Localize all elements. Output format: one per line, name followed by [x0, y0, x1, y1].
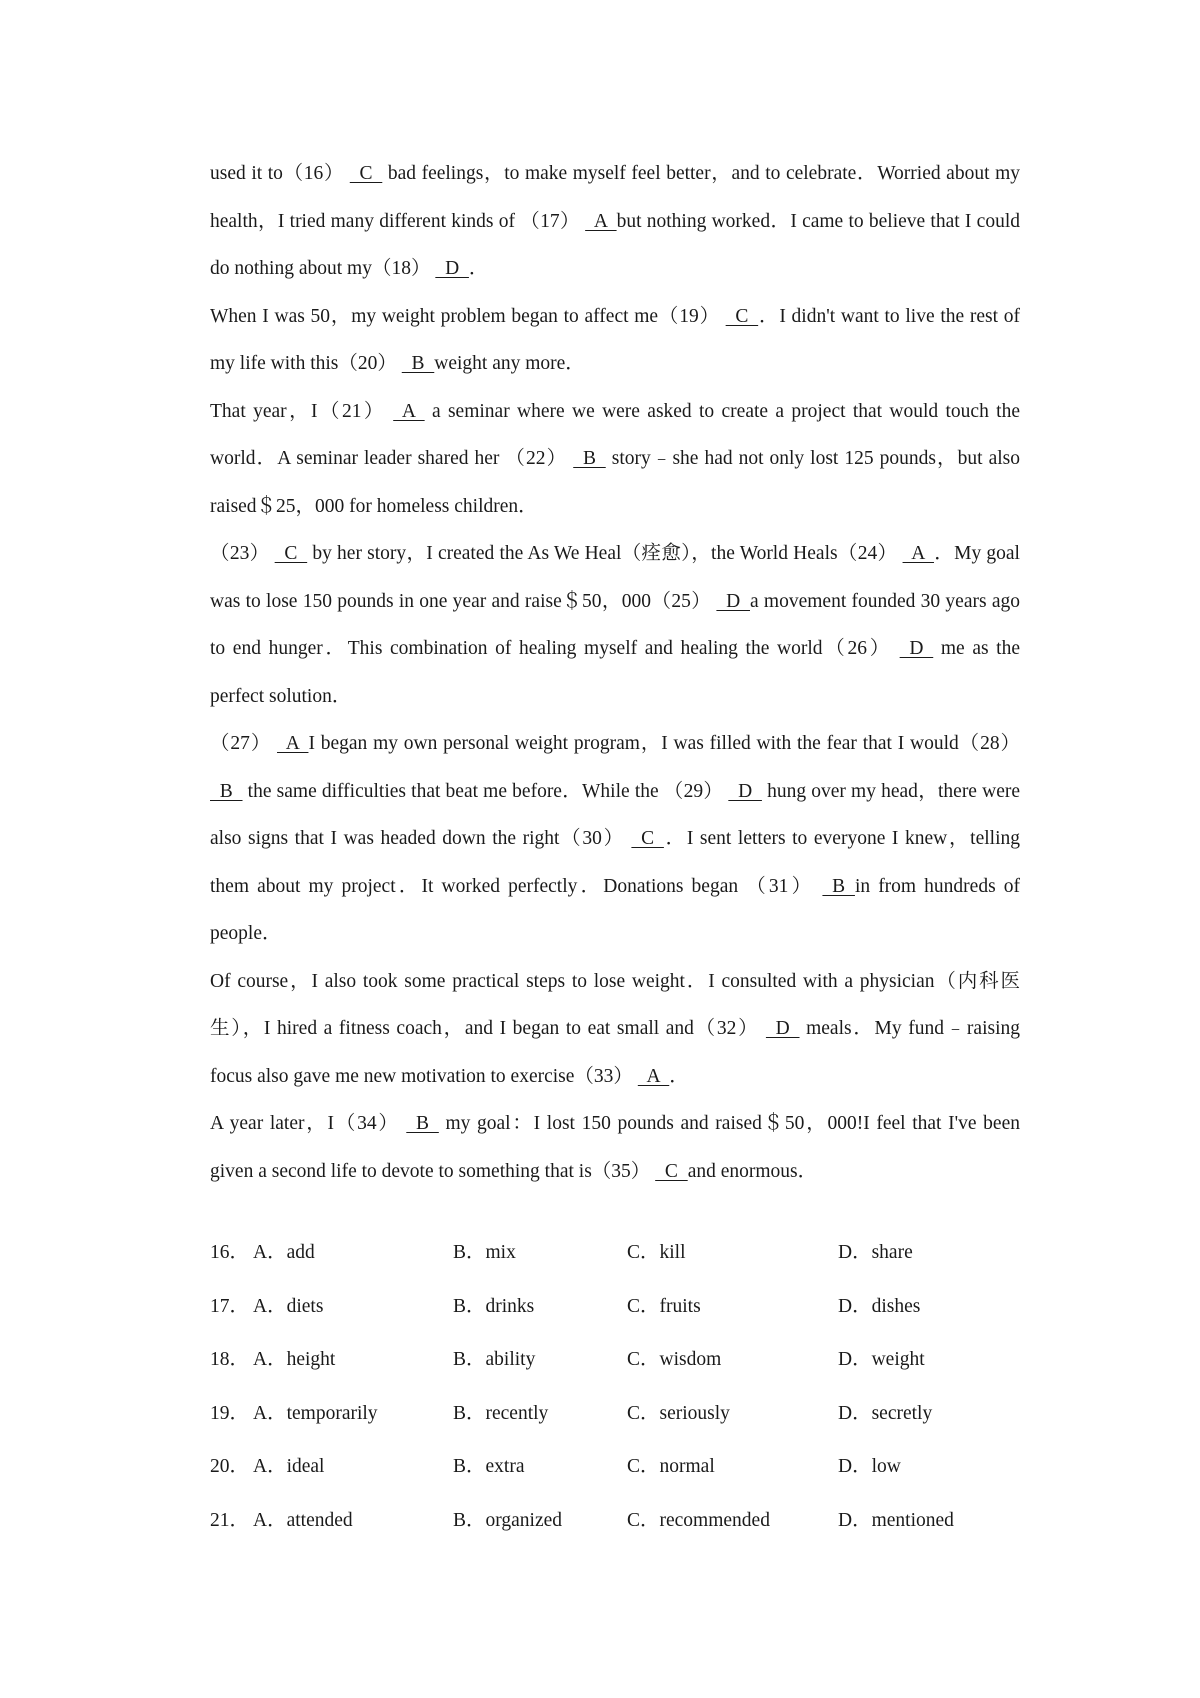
passage-text: meals．My fund﹣raising focus also gave me new motivation to exercise（33） — [210, 1018, 1020, 1087]
option-d: D．weight — [838, 1349, 925, 1370]
answer-options — [210, 1240, 1020, 1561]
cloze-passage — [210, 150, 1020, 1195]
passage-text: I began my own personal weight program，I was filled with the fear that I would（28） — [308, 733, 1020, 754]
answer-blank: D — [728, 780, 762, 802]
answer-blank: C — [655, 1160, 688, 1182]
answer-blank: A — [393, 400, 425, 422]
passage-text: but nothing worked．I came to believe that I could do nothing about my（18） — [210, 210, 1020, 279]
passage-paragraph — [210, 150, 1020, 293]
passage-paragraph — [210, 720, 1020, 958]
option-d: D．mentioned — [838, 1509, 954, 1531]
option-b: B．mix — [453, 1242, 516, 1263]
answer-blank: D — [716, 590, 750, 612]
option-a: A．diets — [253, 1295, 324, 1317]
option-c: C．seriously — [627, 1402, 730, 1424]
option-c: C．normal — [627, 1456, 715, 1477]
option-a: A．attended — [253, 1509, 353, 1531]
passage-text: story﹣she had not only lost 125 pounds，but also raised＄25，000 for homeless children． — [210, 448, 1020, 517]
option-c: C．kill — [627, 1242, 686, 1263]
passage-text: Of course，I also took some practical steps to lose weight．I consulted with a physician（内科医生），I hired a fitness coach，and I began to eat small and（32） — [210, 970, 1020, 1039]
answer-blank: A — [585, 210, 617, 232]
passage-text: my goal：I lost 150 pounds and raised＄50，000!I feel that I've been given a second life to devote to something that is（35） — [210, 1113, 1020, 1182]
option-d: D．share — [838, 1242, 913, 1263]
option-c: C．fruits — [627, 1295, 701, 1317]
passage-text: in from hundreds of people． — [210, 875, 1020, 944]
option-c: C．recommended — [627, 1509, 770, 1531]
option-b: B．ability — [453, 1349, 536, 1370]
passage-text: （27） — [210, 733, 278, 754]
passage-text: ．I sent letters to everyone I knew，telling them about my project．It worked perfectly．Donations began （31） — [210, 828, 1021, 897]
option-row — [210, 1508, 1020, 1562]
passage-text: A year later，I（34） — [210, 1113, 407, 1134]
option-row — [210, 1294, 1020, 1348]
option-b: B．extra — [453, 1456, 525, 1477]
answer-blank: A — [637, 1065, 670, 1087]
option-b: B．recently — [453, 1402, 549, 1424]
passage-text: the same difficulties that beat me before．While the （29） — [242, 780, 729, 802]
passage-text: used it to（16） — [210, 163, 350, 184]
answer-blank: D — [765, 1018, 800, 1039]
passage-text: That year，I（21） — [210, 400, 394, 422]
passage-text: by her story，I created the As We Heal（痊愈），the World Heals（24） — [307, 543, 903, 564]
passage-text: （23） — [210, 543, 275, 564]
question-number: 16． — [210, 1242, 250, 1263]
answer-blank: C — [631, 828, 664, 849]
answer-blank: C — [725, 305, 759, 327]
answer-blank: A — [902, 543, 934, 564]
question-number: 21． — [210, 1509, 250, 1531]
question-number: 19． — [210, 1402, 250, 1424]
passage-text: weight any more． — [434, 353, 585, 374]
passage-text: bad feelings，to make myself feel better，and to celebrate．Worried about my health，I tried many different kinds of （17） — [210, 163, 1020, 232]
answer-blank: B — [406, 1113, 439, 1134]
passage-text: ．I didn't want to live the rest of my life with this（20） — [210, 305, 1020, 374]
option-d: D．low — [838, 1456, 901, 1477]
passage-text: me as the perfect solution． — [210, 638, 1021, 707]
option-a: A．temporarily — [253, 1402, 378, 1424]
passage-paragraph — [210, 958, 1020, 1101]
option-row — [210, 1454, 1020, 1508]
answer-blank: B — [573, 448, 606, 469]
question-number: 17． — [210, 1295, 250, 1317]
option-a: A．add — [253, 1242, 315, 1263]
passage-paragraph — [210, 293, 1020, 388]
answer-blank: B — [210, 780, 243, 802]
passage-paragraph — [210, 1100, 1020, 1195]
option-a: A．height — [253, 1349, 336, 1370]
option-b: B．organized — [453, 1509, 563, 1531]
question-number: 20． — [210, 1456, 250, 1477]
answer-blank: B — [401, 353, 435, 374]
passage-text: ．My goal was to lose 150 pounds in one year and raise＄50，000（25） — [210, 543, 1020, 612]
option-d: D．secretly — [838, 1402, 933, 1424]
passage-text: and enormous． — [687, 1160, 818, 1182]
option-b: B．drinks — [453, 1295, 535, 1317]
option-c: C．wisdom — [627, 1349, 722, 1370]
answer-blank: A — [277, 733, 309, 754]
question-number: 18． — [210, 1349, 250, 1370]
option-a: A．ideal — [253, 1456, 325, 1477]
passage-paragraph — [210, 530, 1020, 720]
option-row — [210, 1347, 1020, 1401]
answer-blank: D — [435, 258, 469, 279]
passage-text: ． — [468, 258, 489, 279]
passage-text: a seminar where we were asked to create a project that would touch the world．A seminar leader shared her （22） — [210, 400, 1020, 469]
answer-blank: C — [274, 543, 308, 564]
option-row — [210, 1240, 1020, 1294]
passage-paragraph — [210, 388, 1020, 531]
answer-blank: D — [899, 638, 934, 659]
passage-text: ． — [669, 1065, 689, 1087]
passage-text: hung over my head，there were also signs that I was headed down the right（30） — [210, 780, 1021, 849]
passage-text: a movement founded 30 years ago to end hunger．This combination of healing myself and healing the world（26） — [210, 590, 1020, 659]
answer-blank: C — [349, 163, 383, 184]
passage-text: When I was 50，my weight problem began to affect me（19） — [210, 305, 726, 327]
option-row — [210, 1401, 1020, 1455]
answer-blank: B — [822, 875, 855, 897]
option-d: D．dishes — [838, 1295, 921, 1317]
